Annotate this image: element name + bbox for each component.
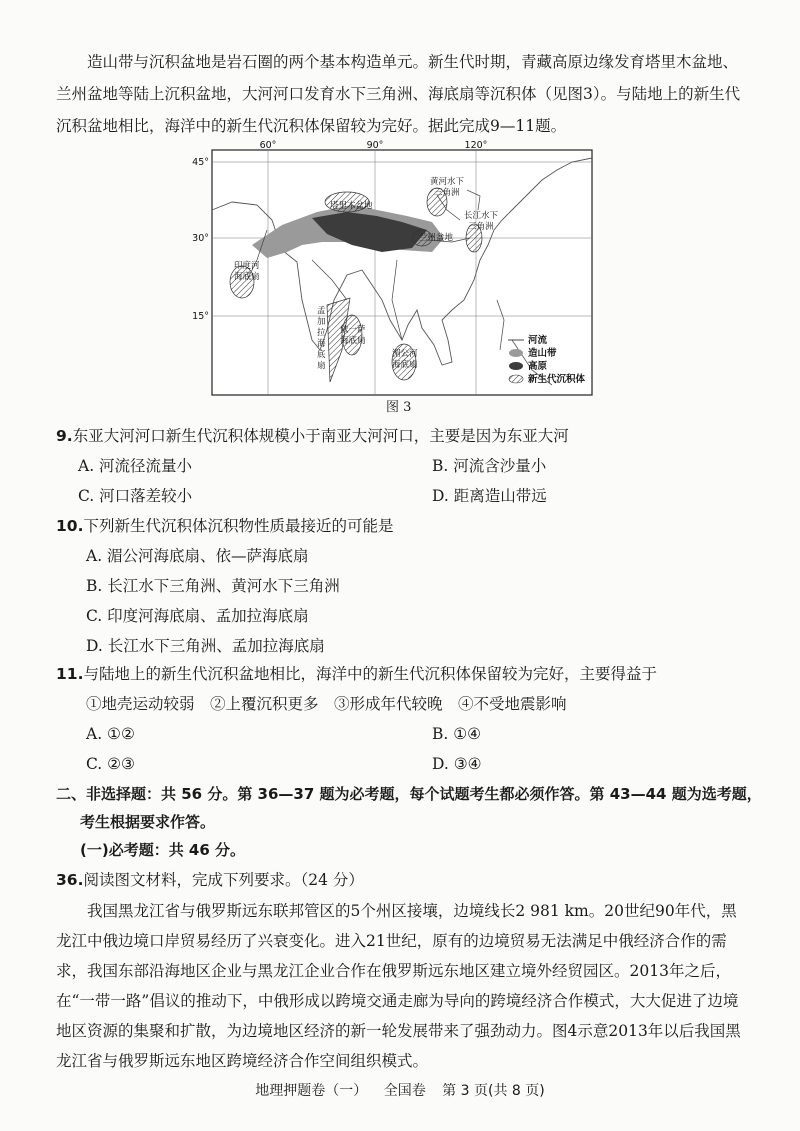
option-11b: B. ①④ [432, 725, 482, 743]
lat-label-15: 15° [192, 311, 209, 322]
orogen-legend-icon [509, 349, 523, 357]
question-36 [56, 866, 364, 894]
question-number: 36. [56, 871, 84, 889]
figure-caption: 图 3 [386, 400, 412, 415]
label-mekong-1: 湄公河 [392, 349, 418, 359]
question-10 [56, 512, 393, 540]
legend-orogen: 造山带 [528, 348, 557, 359]
footer-page: 第 3 页(共 8 页) [442, 1083, 545, 1099]
footer-scope: 全国卷 [383, 1083, 426, 1099]
lon-label-60: 60° [259, 140, 277, 151]
question-stem: 东亚大河河口新生代沉积体规模小于南亚大河河口，主要是因为东亚大河 [72, 427, 569, 445]
lon-label-120: 120° [464, 140, 488, 151]
label-changjiang-2: 三角洲 [468, 222, 494, 232]
question-number: 10. [56, 517, 84, 535]
label-bengal-1: 孟 [317, 306, 326, 316]
plateau-legend-icon [509, 362, 523, 370]
option-10c: C. 印度河海底扇、孟加拉海底扇 [86, 607, 309, 625]
lat-label-30: 30° [192, 233, 209, 244]
label-indus-1: 印度河 [234, 261, 260, 271]
option-10d: D. 长江水下三角洲、孟加拉海底扇 [86, 637, 325, 655]
option-9d: D. 距离造山带远 [432, 487, 547, 505]
question-stem: 下列新生代沉积体沉积物性质最接近的可能是 [83, 517, 394, 535]
section-2-heading: 二、非选择题：共 56 分。第 36—37 题为必考题，每个试题考生都必须作答。第 43—44 题为选考题， [56, 785, 762, 803]
option-11d: D. ③④ [432, 755, 482, 773]
question-number: 9. [56, 427, 73, 445]
option-10a: A. 湄公河海底扇、依—萨海底扇 [86, 547, 309, 565]
option-9a: A. 河流径流量小 [78, 457, 193, 475]
label-bengal-6: 扇 [317, 361, 326, 371]
label-lanzhou: 兰州盆地 [419, 233, 454, 243]
footer-title: 地理押题卷（一） [255, 1083, 368, 1099]
label-yisa-1: 依一萨 [340, 325, 366, 335]
label-bengal-4: 海 [317, 339, 326, 349]
question-stem: 与陆地上的新生代沉积盆地相比，海洋中的新生代沉积体保留较为完好，主要得益于 [83, 665, 657, 683]
lat-label-45: 45° [192, 157, 209, 168]
option-9c: C. 河口落差较小 [78, 487, 193, 505]
label-changjiang-1: 长江水下 [464, 211, 499, 221]
option-11a: A. ①② [86, 725, 135, 743]
question-11 [56, 660, 657, 688]
lon-label-90: 90° [366, 140, 384, 151]
label-huanghe-1: 黄河水下 [430, 177, 465, 187]
option-10b: B. 长江水下三角洲、黄河水下三角洲 [86, 577, 340, 595]
label-yisa-2: 海底扇 [340, 336, 366, 346]
legend-sediment: 新生代沉积体 [528, 374, 586, 385]
label-bengal-2: 加 [317, 317, 326, 327]
question-11-statements: ①地壳运动较弱 ②上覆沉积更多 ③形成年代较晚 ④不受地震影响 [86, 695, 567, 713]
page-footer [0, 1080, 800, 1100]
legend-plateau: 高原 [528, 361, 548, 372]
section-2-heading-cont: 考生根据要求作答。 [80, 813, 216, 831]
question-9 [56, 422, 569, 450]
label-mekong-2: 海底扇 [392, 360, 418, 370]
label-tarim: 塔里木盆地 [330, 201, 373, 211]
legend-river: 河流 [528, 335, 548, 346]
q36-material: 我国黑龙江省与俄罗斯远东联邦管区的5个州区接壤，边境线长2 981 km。20世纪90年代，黑龙江中俄边境口岸贸易经历了兴衰变化。进入21世纪，原有的边境贸易无法满足中俄经济合作的需求，我国东部沿海地区企业与黑龙江企业合作在俄罗斯远东地区建立境外经贸园区。2013年之后，在“一带一路”倡议的推动下，中俄形成以跨境交通走廊为导向的跨境经济合作模式，大大促进了边境地区资源的集聚和扩散，为边境地区经济的新一轮发展带来了强劲动力。图4示意2013年以后我国黑龙江省与俄罗斯远东地区跨境经济合作空间组织模式。 [56, 902, 741, 1070]
question-stem: 阅读图文材料，完成下列要求。（24 分） [83, 871, 364, 889]
option-9b: B. 河流含沙量小 [432, 457, 547, 475]
option-11c: C. ②③ [86, 755, 135, 773]
figure-3-map [192, 140, 592, 395]
section-2-subheading: (一)必考题：共 46 分。 [80, 841, 246, 859]
label-bengal-3: 拉 [317, 328, 326, 338]
intro-paragraph: 造山带与沉积盆地是岩石圈的两个基本构造单元。新生代时期，青藏高原边缘发育塔里木盆地、兰州盆地等陆上沉积盆地，大河河口发育水下三角洲、海底扇等沉积体（见图3）。与陆地上的新生代沉积盆地相比，海洋中的新生代沉积体保留较为完好。据此完成9—11题。 [56, 53, 741, 135]
label-bengal-5: 底 [317, 350, 326, 360]
question-number: 11. [56, 665, 84, 683]
sediment-legend-icon [509, 375, 523, 383]
label-indus-2: 海底扇 [234, 272, 260, 282]
label-huanghe-2: 三角洲 [434, 188, 460, 198]
